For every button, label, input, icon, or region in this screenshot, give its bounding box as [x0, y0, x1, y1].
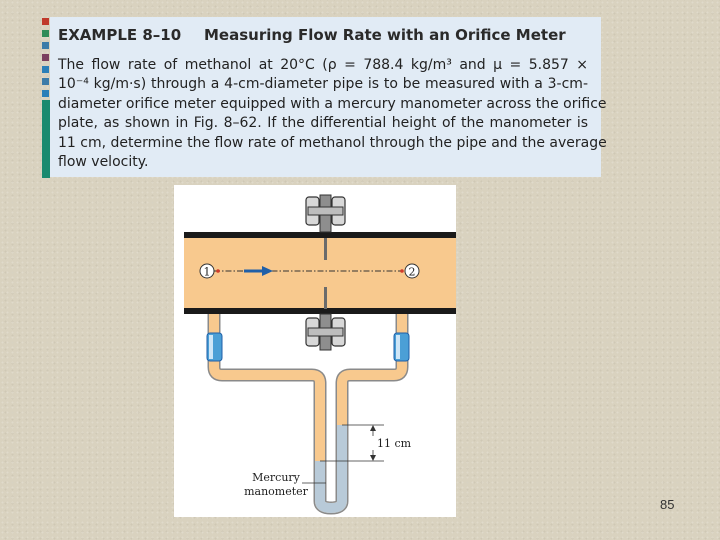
accent-bar: [42, 100, 50, 178]
bullet-squares: [42, 18, 50, 102]
orifice-meter-diagram: [174, 185, 456, 517]
point-2-label: 2: [408, 265, 416, 279]
lower-flange: [306, 314, 345, 350]
example-body: [58, 56, 607, 172]
manometer-label-line2: manometer: [244, 485, 308, 498]
point-1-dot: [216, 269, 220, 273]
point-1-label: 1: [203, 265, 211, 279]
height-dimension: [320, 425, 384, 461]
body-line: The flow rate of methanol at 20°C (ρ = 788.4 kg/m³ and μ = 5.857 ×: [58, 57, 588, 73]
example-label: EXAMPLE 8–10: [58, 26, 182, 44]
bullet-square: [42, 66, 49, 73]
pipe-wall-bottom: [184, 308, 456, 314]
coupling-left-highlight: [209, 335, 213, 359]
body-line: plate, as shown in Fig. 8–62. If the differential height of the manometer is: [58, 115, 588, 132]
bullet-square: [42, 18, 49, 25]
orifice-plate-bottom: [324, 287, 327, 309]
orifice-meter-figure: [174, 185, 456, 517]
body-line: flow velocity.: [58, 154, 149, 171]
bullet-square: [42, 54, 49, 61]
page-number: 85: [660, 497, 675, 512]
bullet-square: [42, 78, 49, 85]
height-label: 11 cm: [377, 437, 412, 450]
manometer-label-line1: Mercury: [252, 471, 300, 484]
example-panel: [50, 17, 607, 177]
bullet-square: [42, 30, 49, 37]
orifice-plate-top: [324, 238, 327, 260]
coupling-right-highlight: [396, 335, 400, 359]
body-line: diameter orifice meter equipped with a mercury manometer across the orifice: [58, 95, 607, 112]
body-line: 11 cm, determine the flow rate of methanol through the pipe and the average: [58, 134, 607, 151]
upper-flange: [306, 195, 345, 232]
point-2-dot: [400, 269, 404, 273]
example-title: Measuring Flow Rate with an Orifice Meter: [204, 26, 566, 44]
bullet-square: [42, 42, 49, 49]
body-line: 10⁻⁴ kg/m·s) through a 4-cm-diameter pipe is to be measured with a 3-cm-: [58, 76, 588, 93]
bullet-square: [42, 90, 49, 97]
pipe-wall-top: [184, 232, 456, 238]
